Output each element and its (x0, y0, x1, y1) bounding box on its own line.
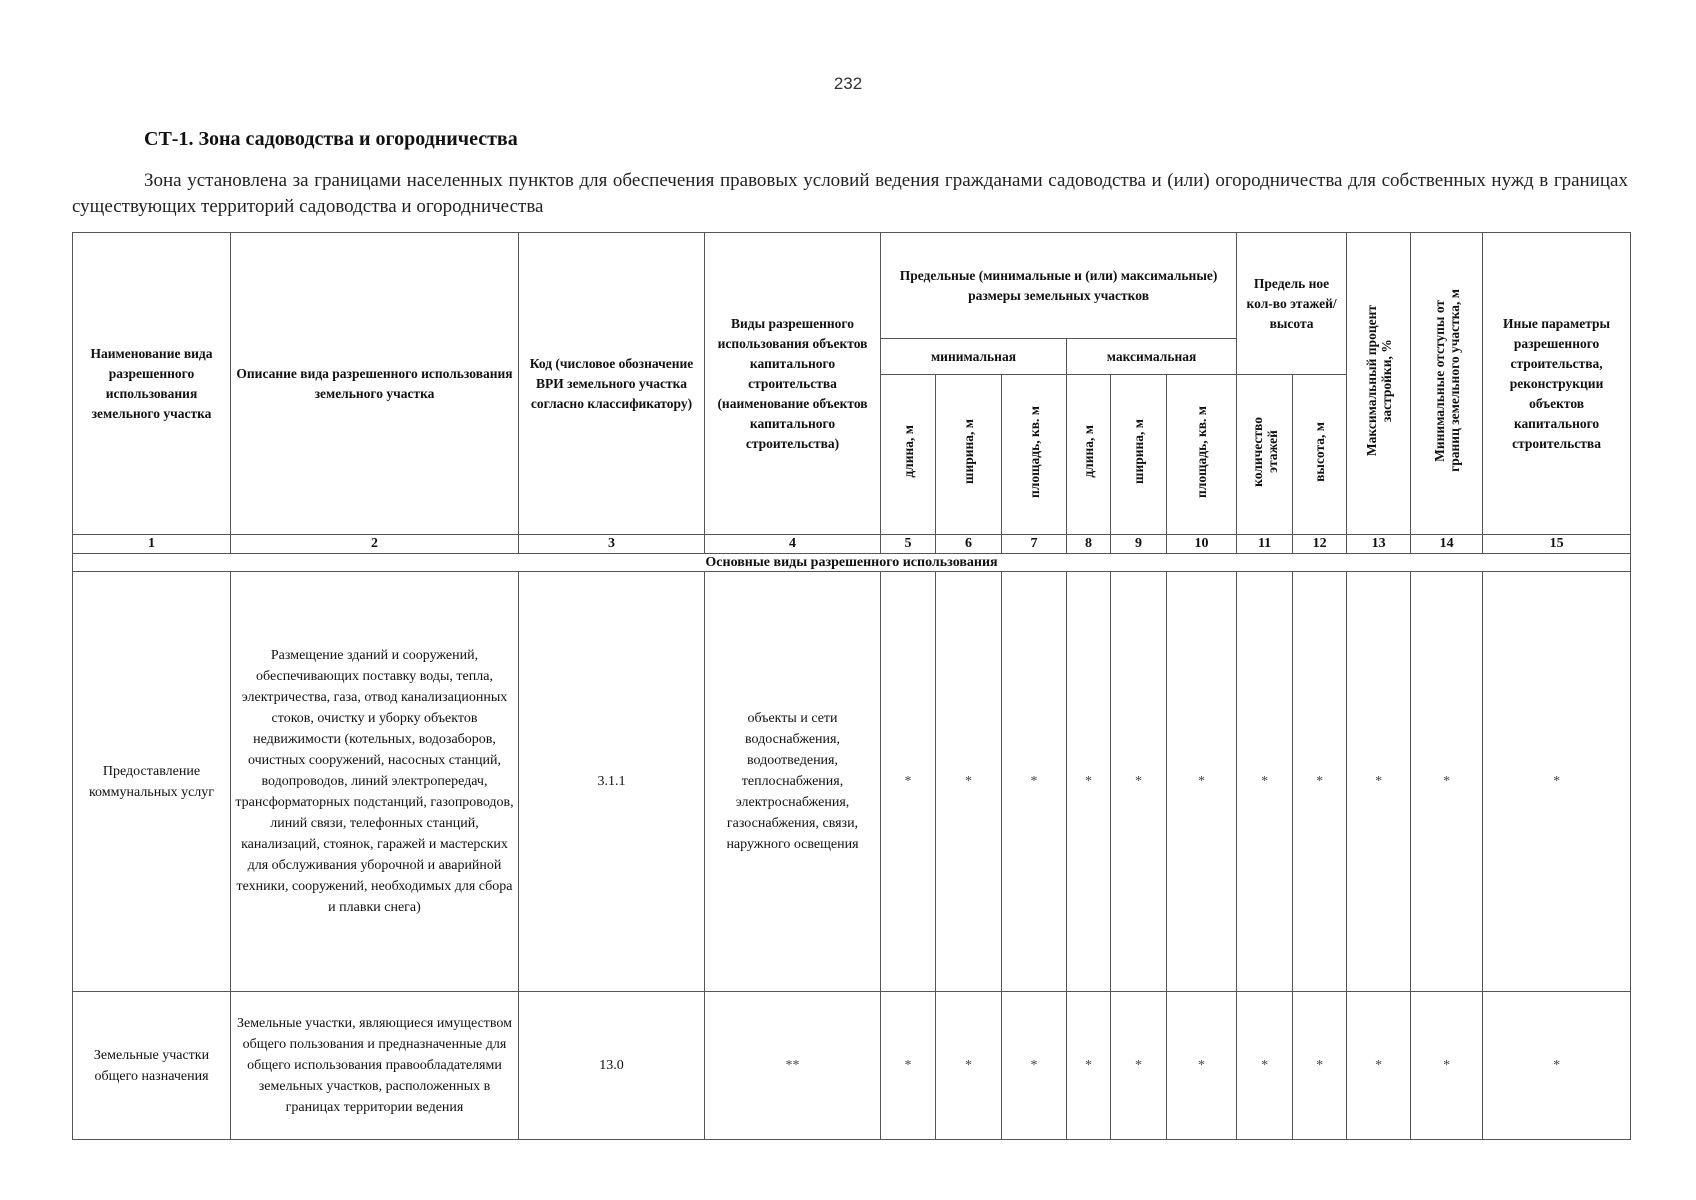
column-number: 13 (1347, 535, 1411, 554)
header-max: максимальная (1067, 339, 1237, 375)
header-code: Код (числовое обозначение ВРИ земельного участка согласно классификатору) (519, 233, 705, 535)
column-numbers-row (73, 535, 1631, 554)
header-max-coverage: Максимальный процент застройки, % (1347, 233, 1411, 535)
param-min-length: * (881, 992, 936, 1140)
header-min-area: площадь, кв. м (1002, 375, 1067, 535)
column-number: 4 (705, 535, 881, 554)
zone-title: СТ-1. Зона садоводства и огородничества (144, 128, 518, 150)
header-name: Наименование вида разрешенного использования земельного участка (73, 233, 231, 535)
header-row-1 (73, 233, 1631, 339)
param-height: * (1293, 572, 1347, 992)
column-number: 1 (73, 535, 231, 554)
header-max-area: площадь, кв. м (1167, 375, 1237, 535)
param-max-area: * (1167, 992, 1237, 1140)
table-row (73, 992, 1631, 1140)
use-name: Земельные участки общего назначения (73, 992, 231, 1140)
section-row (73, 554, 1631, 572)
param-floors-count: * (1237, 572, 1293, 992)
column-number: 5 (881, 535, 936, 554)
use-description: Размещение зданий и сооружений, обеспечивающих поставку воды, тепла, электричества, газа, отвод канализационных стоков, очистку и уборку объектов недвижимости (котельных, водозаборов, очистных сооружений, насосных станций, водопроводов, линий электропередач, трансформаторных подстанций, газопроводов, линий связи, телефонных станций, канализаций, стоянок, гаражей и мастерских для обслуживания уборочной и аварийной техники, сооружений, необходимых для сбора и плавки снега) (231, 572, 519, 992)
column-number: 2 (231, 535, 519, 554)
param-max-area: * (1167, 572, 1237, 992)
section-title: Основные виды разрешенного использования (73, 554, 1631, 572)
header-min-width: ширина, м (936, 375, 1002, 535)
use-code: 13.0 (519, 992, 705, 1140)
header-other-params: Иные параметры разрешенного строительства, реконструкции объектов капитального строительства (1483, 233, 1631, 535)
param-max-coverage: * (1347, 572, 1411, 992)
header-floors-group: Предель ное кол-во этажей/ высота (1237, 233, 1347, 375)
header-min-length: длина, м (881, 375, 936, 535)
use-code: 3.1.1 (519, 572, 705, 992)
param-max-length: * (1067, 992, 1111, 1140)
column-number: 10 (1167, 535, 1237, 554)
param-min-setback: * (1411, 992, 1483, 1140)
param-other: * (1483, 992, 1631, 1140)
param-max-width: * (1111, 992, 1167, 1140)
param-other: * (1483, 572, 1631, 992)
column-number: 7 (1002, 535, 1067, 554)
column-number: 12 (1293, 535, 1347, 554)
use-objects: ** (705, 992, 881, 1140)
param-min-area: * (1002, 992, 1067, 1140)
column-number: 8 (1067, 535, 1111, 554)
zone-description: Зона установлена за границами населенных пунктов для обеспечения правовых условий ведения гражданами садоводства и (или) огородничества для собственных нужд в границах существующих территорий садоводства и огородничества (72, 170, 1628, 217)
column-number: 11 (1237, 535, 1293, 554)
param-min-width: * (936, 992, 1002, 1140)
param-min-setback: * (1411, 572, 1483, 992)
header-description: Описание вида разрешенного использования земельного участка (231, 233, 519, 535)
param-height: * (1293, 992, 1347, 1140)
param-max-length: * (1067, 572, 1111, 992)
header-max-length: длина, м (1067, 375, 1111, 535)
use-objects: объекты и сети водоснабжения, водоотведения, теплоснабжения, электроснабжения, газоснабжения, связи, наружного освещения (705, 572, 881, 992)
header-min: минимальная (881, 339, 1067, 375)
page-number: 232 (833, 74, 863, 93)
column-number: 6 (936, 535, 1002, 554)
header-height: высота, м (1293, 375, 1347, 535)
header-plot-sizes: Предельные (минимальные и (или) максимальные) размеры земельных участков (881, 233, 1237, 339)
param-min-area: * (1002, 572, 1067, 992)
column-number: 9 (1111, 535, 1167, 554)
column-number: 3 (519, 535, 705, 554)
param-max-coverage: * (1347, 992, 1411, 1140)
table-row (73, 572, 1631, 992)
column-number: 14 (1411, 535, 1483, 554)
param-floors-count: * (1237, 992, 1293, 1140)
header-max-width: ширина, м (1111, 375, 1167, 535)
header-floors-count: количество этажей (1237, 375, 1293, 535)
header-min-setback: Минимальные отступы от границ земельного участка, м (1411, 233, 1483, 535)
header-objects: Виды разрешенного использования объектов капитального строительства (наименование объектов капитального строительства) (705, 233, 881, 535)
column-number: 15 (1483, 535, 1631, 554)
regulations-table (72, 232, 1631, 1140)
use-name: Предоставление коммунальных услуг (73, 572, 231, 992)
param-min-width: * (936, 572, 1002, 992)
param-min-length: * (881, 572, 936, 992)
param-max-width: * (1111, 572, 1167, 992)
use-description: Земельные участки, являющиеся имуществом общего пользования и предназначенные для общего использования правообладателями земельных участков, расположенных в границах территории ведения (231, 992, 519, 1140)
